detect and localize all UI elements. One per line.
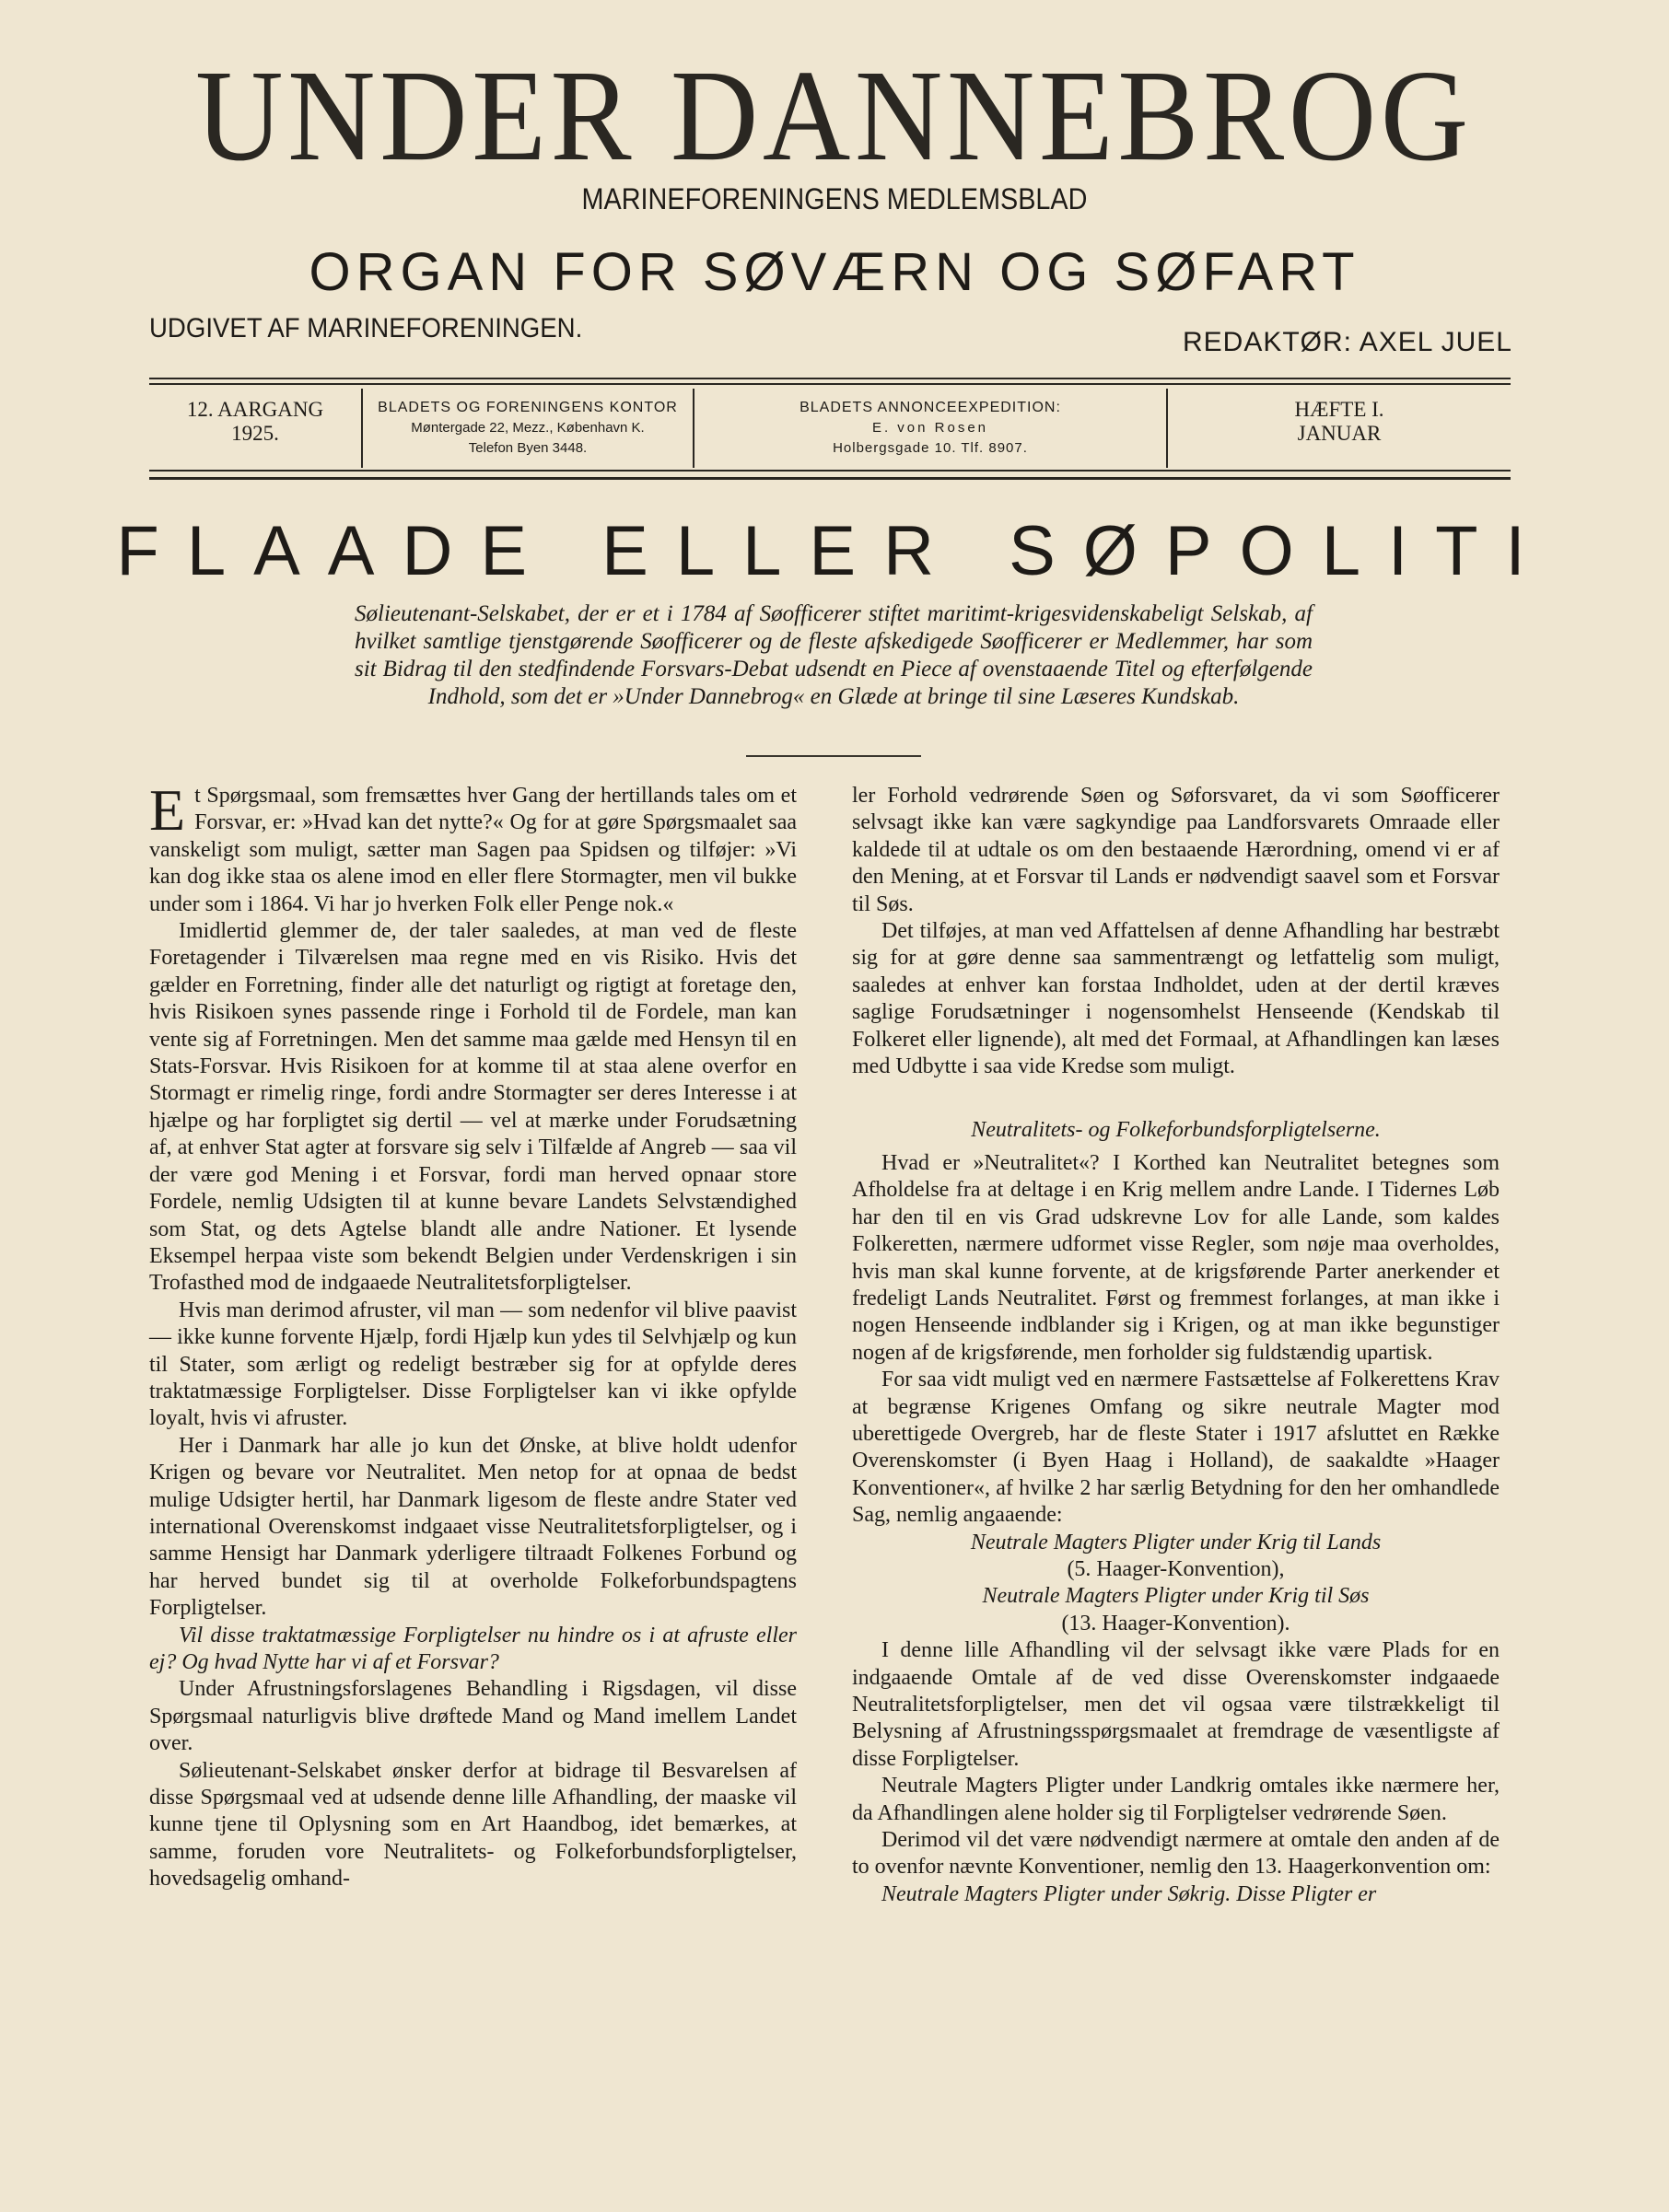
paragraph: Under Afrustningsforslagenes Behandling i Rigsdagen, vil disse Spørgsmaal naturligvis blive drøftede Mand og Mand imellem Landet over. bbox=[149, 1677, 797, 1756]
paragraph: Hvis man derimod afruster, vil man — som nedenfor vil blive paavist — ikke kunne forvente Hjælp, fordi Hjælp kun ydes til Selvhjælp og kun til Stater, som ærligt og redeligt bestræber sig for at opfylde deres traktatmæssige Forpligtelser. Disse Forpligtelser kan vi ikke opfylde loyalt, hvis vi afruster. bbox=[149, 1298, 797, 1431]
paragraph: Neutrale Magters Pligter under Søkrig. Disse Pligter er bbox=[881, 1881, 1377, 1906]
paragraph: Vil disse traktatmæssige Forpligtelser nu hindre os i at afruste eller ej? Og hvad Nytte har vi af et Forsvar? bbox=[149, 1623, 797, 1674]
office-title: BLADETS OG FORENINGENS KONTOR bbox=[378, 400, 678, 415]
masthead-title: UNDER DANNEBROG bbox=[195, 42, 1473, 188]
article-intro: Sølieutenant-Selskabet, der er et i 1784 af Søofficerer stiftet maritimt-krigesvidenskabeligt Selskab, af hvilket samtlige tjenstgørende Søofficerer og de fleste afskedigede Søofficerer er Medlemmer, har som sit Bidrag til den stedfindende Forsvars-Debat udsendt en Piece af ovenstaaende Titel og efterfølgende Indhold, som det er »Under Dannebrog« en Glæde at bringe til sine Læseres Kundskab. bbox=[355, 601, 1313, 709]
office-address: Møntergade 22, Mezz., København K. bbox=[411, 420, 645, 436]
convention-number: (13. Haager-Konvention). bbox=[1061, 1611, 1290, 1636]
top-rule-2 bbox=[149, 383, 1511, 385]
volume-year: 1925. bbox=[231, 422, 279, 445]
convention-number: (5. Haager-Konvention), bbox=[1067, 1556, 1285, 1581]
drop-cap: E bbox=[149, 777, 186, 843]
paragraph: I denne lille Afhandling vil der selvsagt ikke være Plads for en indgaaende Omtale af de ved disse Overenskomster indgaaede Neutralitetsforpligtelser, men det vil ogsaa være tilstrækkeligt til Belysning af Afrustningsspørgsmaalet at fremdrage de væsentligste af disse Forpligtelser. bbox=[852, 1638, 1500, 1771]
paragraph: Et Spørgsmaal, som fremsættes hver Gang der hertillands tales om et Forsvar, er: »Hvad kan det nytte?« Og for at gøre Spørgsmaalet saa vanskeligt som muligt, sætter man Sagen paa Spidsen og tilføjer: »Vi kan dog ikke staa os alene imod en eller flere Stormagter, men vil bukke under som i 1864. Vi har jo hverken Folk eller Penge nok.« bbox=[149, 777, 797, 916]
issue-month: JANUAR bbox=[1297, 422, 1382, 445]
volume-label: 12. AARGANG bbox=[186, 398, 324, 421]
convention-citation: Neutrale Magters Pligter under Krig til Lands bbox=[970, 1530, 1382, 1554]
right-column bbox=[852, 783, 1500, 1908]
ads-address: Holbergsgade 10. Tlf. 8907. bbox=[833, 440, 1028, 456]
office-cell bbox=[363, 398, 693, 459]
paragraph: Derimod vil det være nødvendigt nærmere at omtale den anden af de to ovenfor nævnte Konventioner, nemlig den 13. Haagerkonvention om: bbox=[852, 1828, 1500, 1880]
paragraph: Det tilføjes, at man ved Affattelsen af denne Afhandling har bestræbt sig for at gøre denne saa sammentrængt og letfattelig som muligt, saaledes at enhver kan forstaa Indholdet, uden at der dertil kræves saglige Forudsætninger i nogensomhelst Henseende (Kendskab til Folkeret eller lignende), alt med det Formaal, at Afhandlingen kan læses med Udbytte i saa vide Kredse som muligt. bbox=[852, 919, 1500, 1079]
volume-cell bbox=[149, 398, 361, 446]
paragraph: For saa vidt muligt ved en nærmere Fastsættelse af Folkerettens Krav at begrænse Krigenes Omfang og sikre neutrale Magter mod uberettigede Overgreb, har de fleste Stater i 1917 afsluttet en Række Overenskomster (i Byen Haag i Holland), de saakaldte »Haager Konventioner«, af hvilke 2 har særlig Betydning for den her omhandlede Sag, nemlig angaaende: bbox=[852, 1368, 1500, 1528]
paragraph: Neutrale Magters Pligter under Landkrig omtales ikke nærmere her, da Afhandlingen alene holder sig til Forpligtelser vedrørende Søen. bbox=[852, 1774, 1500, 1825]
paragraph: Hvad er »Neutralitet«? I Korthed kan Neutralitet betegnes som Afholdelse fra at deltage i en Krig mellem andre Lande. I Tidernes Løb har den til en vis Grad udskrevne Lov for alle Lande, som kaldes Folkeretten, nærmere udformet visse Regler, som nøje maa overholdes, hvis man skal kunne forvente, at de krigsførende Parter anerkender et fredeligt Lands Neutralitet. Først og fremmest forlanges, at man ikke i nogen Henseende indblander sig i Krigen, og at man ikke begunstiger nogen af de krigsførende, men forholder sig fuldstændig upartisk. bbox=[852, 1150, 1500, 1365]
masthead-organ: ORGAN FOR SØVÆRN OG SØFART bbox=[309, 242, 1360, 302]
paragraph: Imidlertid glemmer de, der taler saaledes, at man ved de fleste Foretagender i Tilværelsen maa regne med en vis Risiko. Hvis det gælder en Forretning, finder alle det naturligt og rigtigt at foretage den, hvis Risikoen synes passende ringe i Forhold til de Fordele, man kan vente sig af Forretningen. Men det samme maa gælde med Hensyn til en Stats-Forsvar. Hvis Risikoen for at komme til at staa alene overfor en Stormagt er rimelig ringe, fordi andre Stormagter ser deres Interesse i at hjælpe og har forpligtet sig dertil — vel at mærke under Forudsætning af, at enhver Stat agter at forsvare sig selv i Tilfælde af Angreb — saa vil der være god Mening i et Forsvar, fordi man herved opnaar store Fordele, nemlig Udsigten til at kunne bevare Landets Selvstændighed som Stat, og dets Agtelse blandt alle andre Nationer. Et lysende Eksempel herpaa viste som bekendt Belgien under Verdenskrigen i sin Trofasthed mod de indgaaede Neutralitetsforpligtelser. bbox=[149, 919, 797, 1296]
issue-info-bar bbox=[149, 378, 1511, 497]
issue-number: HÆFTE I. bbox=[1294, 398, 1384, 421]
ads-name: E. von Rosen bbox=[871, 420, 989, 436]
ads-title: BLADETS ANNONCEEXPEDITION: bbox=[799, 400, 1061, 415]
bottom-rule-2 bbox=[149, 477, 1511, 480]
editor-line: REDAKTØR: AXEL JUEL bbox=[1183, 327, 1512, 357]
top-rule bbox=[149, 378, 1511, 379]
convention-citation: Neutrale Magters Pligter under Krig til Søs bbox=[982, 1584, 1370, 1609]
masthead-subtitle: MARINEFORENINGENS MEDLEMSBLAD bbox=[581, 182, 1088, 215]
article-headline: FLAADE ELLER SØPOLITI bbox=[116, 512, 1553, 590]
section-heading: Neutralitets- og Folkeforbundsforpligtelserne. bbox=[971, 1118, 1381, 1143]
paragraph: ler Forhold vedrørende Søen og Søforsvaret, da vi som Søofficerer selvsagt ikke kan være sagkyndige paa Landforsvarets Omraade eller kaldede til at udtale os om den bestaaende Hærordning, omend vi er af den Mening, at et Forsvar til Lands er nødvendigt saavel som et Forsvar til Søs. bbox=[852, 784, 1500, 916]
paragraph: Her i Danmark har alle jo kun det Ønske, at blive holdt udenfor Krigen og bevare vor Neutralitet. Men netop for at opnaa de bedst mulige Udsigter hertil, har Danmark ligesom de fleste andre Stater ved international Overenskomst indgaaet visse Neutralitetsforpligtelser, og i samme Hensigt har Danmark yderligere tiltraadt Folkenes Forbund og har herved bundet sig til at overholde Folkeforbundspagtens Forpligtelser. bbox=[149, 1433, 797, 1621]
office-phone: Telefon Byen 3448. bbox=[468, 440, 588, 456]
ads-cell bbox=[694, 398, 1166, 459]
bottom-rule bbox=[149, 470, 1511, 472]
left-column bbox=[149, 777, 797, 1893]
publisher-line: UDGIVET AF MARINEFORENINGEN. bbox=[149, 313, 583, 343]
issue-cell bbox=[1168, 398, 1511, 446]
paragraph: Sølieutenant-Selskabet ønsker derfor at bidrage til Besvarelsen af disse Spørgsmaal ved at udsende denne lille Afhandling, der maaske vil kunne tjene til Oplysning som en Art Haandbog, idet bemærkes, at samme, foruden vore Neutralitets- og Folkeforbundsforpligtelser, hovedsagelig omhand- bbox=[149, 1758, 797, 1892]
intro-divider bbox=[746, 755, 921, 757]
